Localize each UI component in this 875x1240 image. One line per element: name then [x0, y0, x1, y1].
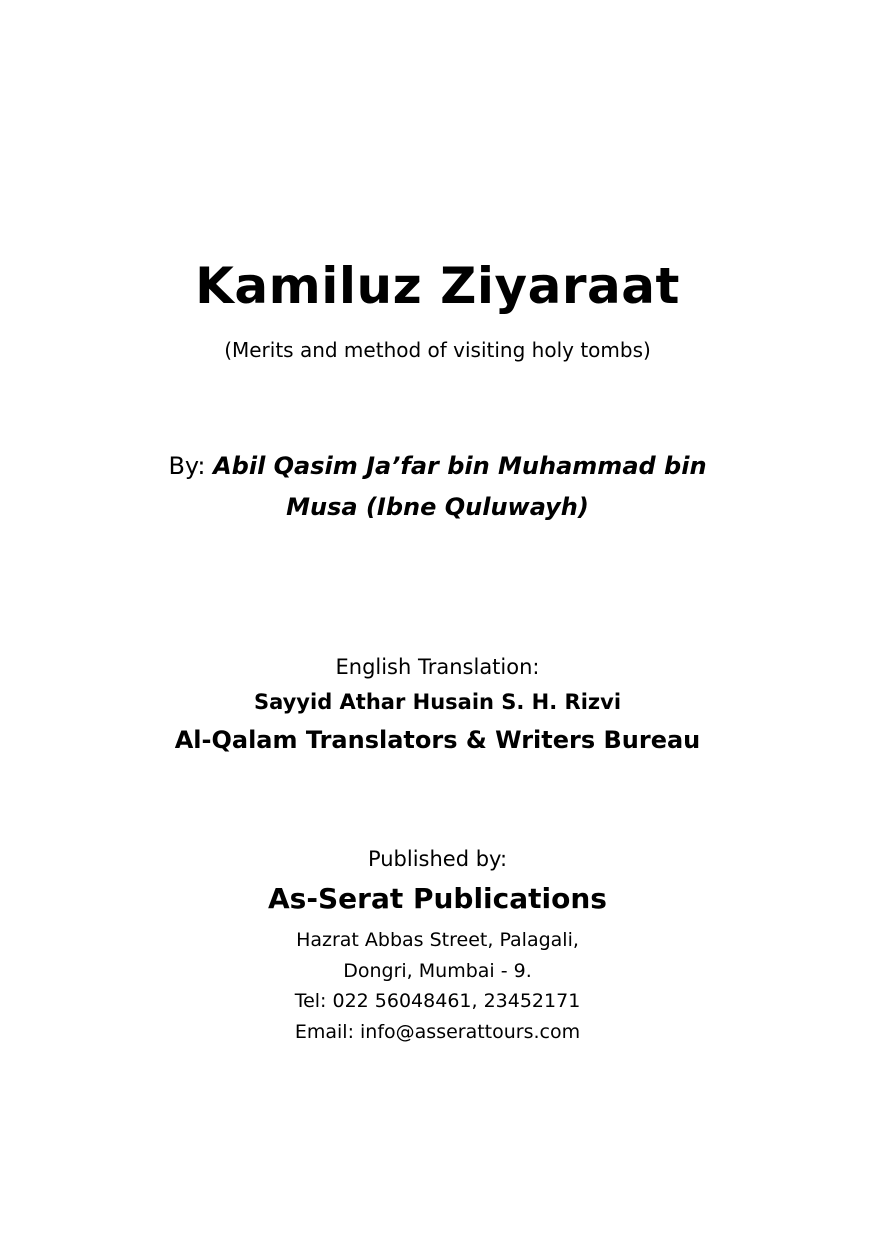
author-name-part-2: Musa (Ibne Quluwayh) [286, 493, 589, 521]
publisher-email: Email: info@asserattours.com [294, 1021, 581, 1043]
translation-bureau: Al-Qalam Translators & Writers Bureau [174, 726, 701, 754]
author-name-part-1: Abil Qasim Ja’far bin Muhammad bin [213, 452, 707, 480]
book-subtitle: (Merits and method of visiting holy tombs) [224, 338, 651, 362]
author-prefix: By: [168, 452, 206, 480]
publisher-address-line-2: Dongri, Mumbai - 9. [343, 960, 532, 982]
author-line-1 [0, 452, 875, 480]
book-title: Kamiluz Ziyaraat [195, 257, 680, 315]
translation-label: English Translation: [335, 655, 540, 679]
translator-name: Sayyid Athar Husain S. H. Rizvi [253, 690, 622, 714]
publisher-address-line-1: Hazrat Abbas Street, Palagali, [296, 929, 579, 951]
publisher-name: As-Serat Publications [268, 882, 607, 915]
publisher-phone: Tel: 022 56048461, 23452171 [294, 990, 581, 1012]
published-by-label: Published by: [367, 847, 508, 871]
